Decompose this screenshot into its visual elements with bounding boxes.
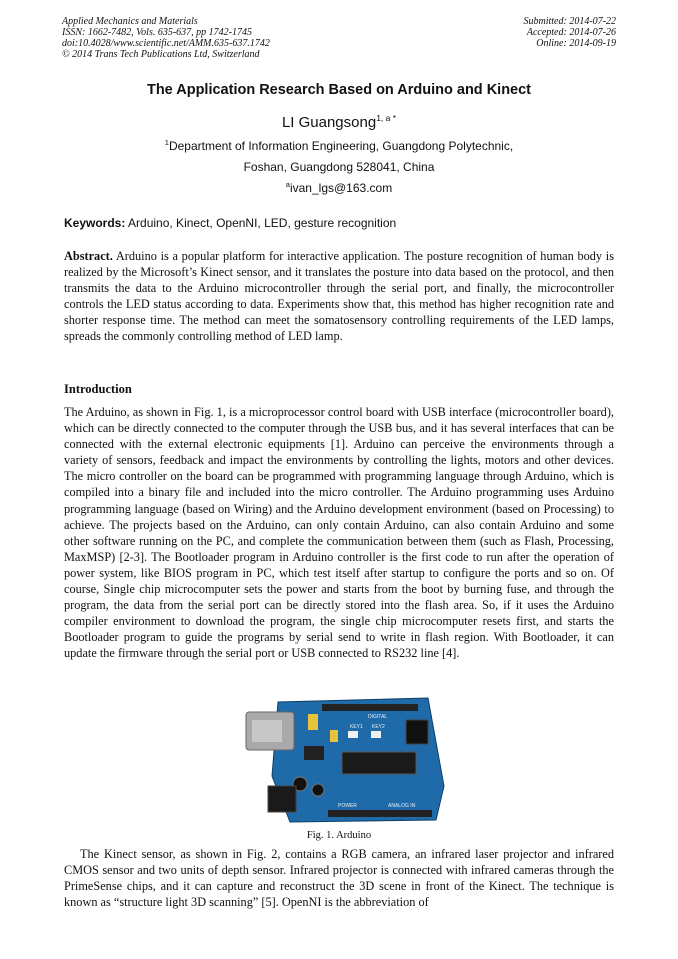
figure-1-caption: Fig. 1. Arduino — [306, 830, 372, 841]
accepted-date: Accepted: 2014-07-26 — [526, 27, 616, 38]
board-label-key1: KEY1 — [350, 724, 363, 730]
board-label-analog-in: ANALOG IN — [388, 803, 416, 809]
affiliation-email — [0, 180, 678, 195]
introduction-heading: Introduction — [64, 382, 132, 396]
board-label-key2: KEY2 — [372, 724, 385, 730]
journal-name: Applied Mechanics and Materials — [62, 16, 198, 27]
author-sup: 1, a * — [376, 113, 397, 123]
keywords-label: Keywords: — [64, 216, 126, 230]
board-label-power: POWER — [338, 803, 357, 809]
journal-copyright: © 2014 Trans Tech Publications Ltd, Switzerland — [62, 49, 260, 60]
affiliation-department: Department of Information Engineering, Guangdong Polytechnic, — [168, 139, 514, 153]
arduino-board-figure — [238, 690, 456, 824]
dates-header — [524, 16, 617, 49]
journal-header — [62, 16, 270, 60]
author — [0, 113, 678, 131]
board-label-digital: DIGITAL — [368, 714, 388, 720]
introduction-paragraph-2: The Kinect sensor, as shown in Fig. 2, contains a RGB camera, an infrared laser projector and infrared CMOS sensor and two units of depth sensor. Infrared projector is connected with infrared cameras through the PrimeSense chips, and it can capture and reconstruct the 3D scene in front of the Kinect. The technique is known as “structure light 3D scanning” [5]. OpenNI is the abbreviation of — [64, 847, 614, 910]
submitted-date: Submitted: 2014-07-22 — [523, 16, 616, 27]
journal-doi: doi:10.4028/www.scientific.net/AMM.635-637.1742 — [62, 38, 270, 49]
affiliation-line-2: Foshan, Guangdong 528041, China — [243, 160, 435, 174]
arduino-board-illustration — [238, 690, 456, 824]
abstract — [64, 248, 614, 345]
affiliation-sup: 1 — [164, 138, 169, 147]
keywords — [64, 216, 396, 230]
paper-title: The Application Research Based on Arduino and Kinect — [146, 82, 532, 98]
affiliation-line-1 — [0, 138, 678, 153]
author-name: LI Guangsong — [281, 114, 377, 131]
journal-issn: ISSN: 1662-7482, Vols. 635-637, pp 1742-1745 — [62, 27, 252, 38]
email-address: ivan_lgs@163.com — [289, 181, 393, 195]
online-date: Online: 2014-09-19 — [536, 38, 616, 49]
introduction-paragraph-1: The Arduino, as shown in Fig. 1, is a microprocessor control board with USB interface (microcontroller board), which can be directly connected to the computer through the USB bus, and it has several interfaces that can be connected with the external electronic equipments [1]. Arduino can perceive the environments through a variety of sensors, feedback and impact the environments by controlling the lights, motors and other devices. The micro controller on the board can be programmed with programming language through Arduino, which is compiled into a binary file and included into the micro controller. The Arduino programming uses Arduino programming language (based on Wiring) and the Arduino development environment (based on Processing) to achieve. The projects based on the Arduino, can only contain Arduino, can also contain Arduino and some other software running on the PC, and complete the communication between them (such as Flash, Processing, MaxMSP) [2-3]. The Bootloader program in Arduino controller is the first code to run after the operation of power system, like BIOS program in PC, which test itself after startup to configure the ports and so on. Of course, Single chip microcomputer sets the power and starts from the boot by burning fuse, and through the program, the data from the serial port can be directly stored into the flash area. So, if it uses the Arduino compiler environment to download the program, the single chip microcomputer resets first, and starts the Bootloader program to guide the programs by serial send to write in flash region. With Bootloader, it can update the firmware through the serial port or USB connected to RS232 line [4]. — [64, 405, 614, 661]
abstract-text: Arduino is a popular platform for interactive application. The posture recognition of human body is realized by the Microsoft’s Kinect sensor, and it translates the posture into data based on the protocol, and then transmits the data to the Arduino microcontroller through the serial port, and finally, the microcontroller controls the LED status according to data. Experiments show that, this method has higher recognition rate and shorter response time. The method can meet the somatosensory controlling requirements of the LED lamps, spreads the commonly controlling method of LED lamp. — [64, 249, 614, 344]
email-sup: a — [285, 180, 290, 189]
keywords-text: Arduino, Kinect, OpenNI, LED, gesture recognition — [128, 216, 397, 230]
abstract-label: Abstract. — [64, 249, 113, 263]
